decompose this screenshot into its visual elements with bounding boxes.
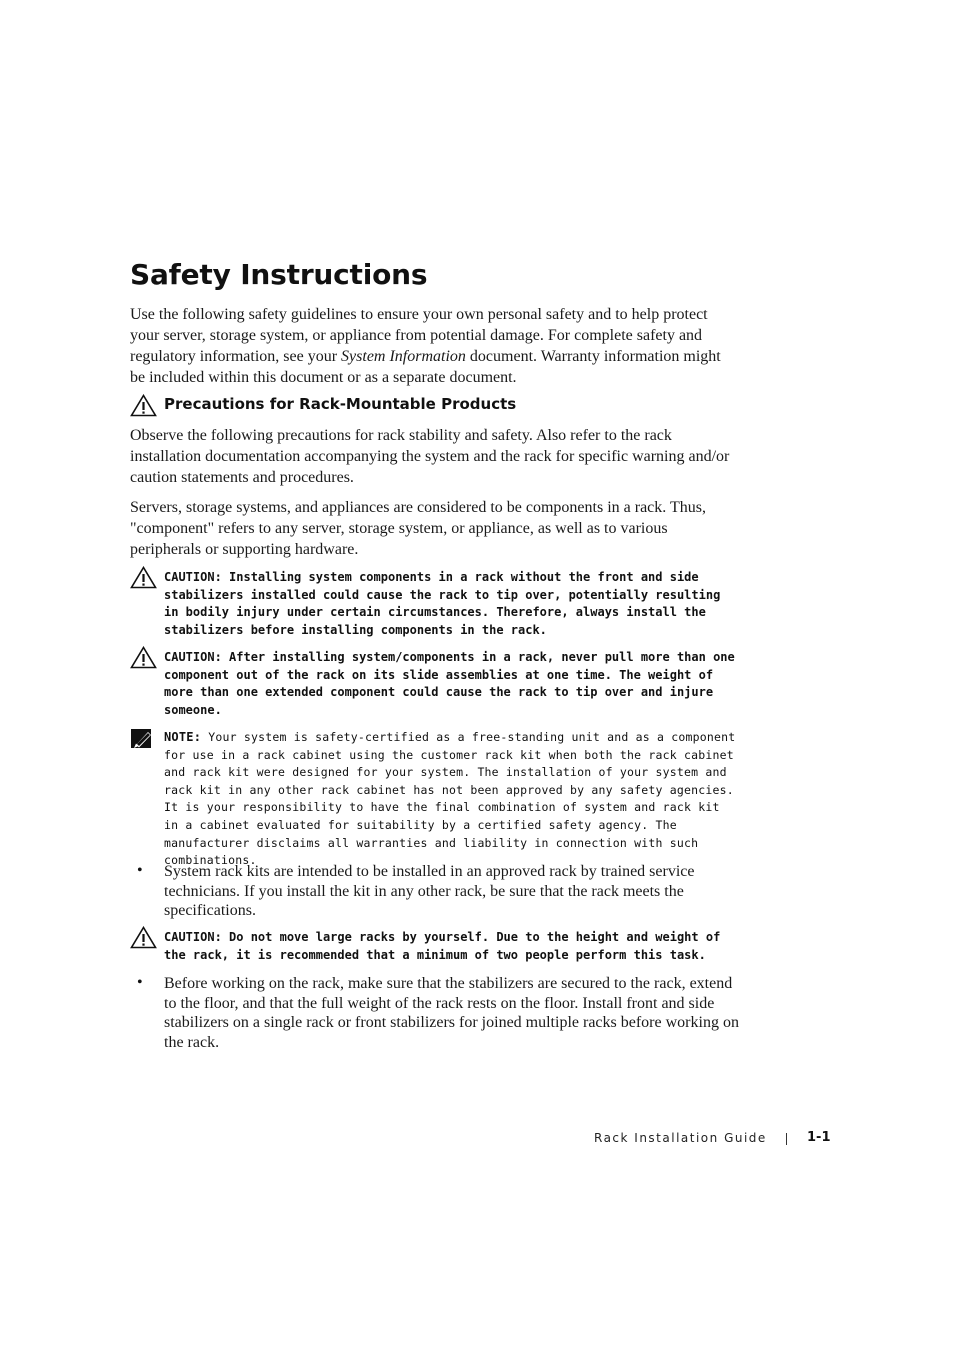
- footer-divider: [786, 1133, 787, 1145]
- components-paragraph: Servers, storage systems, and appliances are considered to be components in a rack. Thus, "component" refers to any server, storage system, or appliance, as well as to various peripherals or supporting hardware.: [130, 499, 706, 558]
- caution-triangle-icon: [130, 926, 157, 949]
- bullet-marker: •: [137, 974, 143, 991]
- section-heading: Precautions for Rack-Mountable Products: [164, 395, 517, 413]
- intro-text-after: document. Warranty information might be included within this document or as a separate document.: [130, 348, 721, 386]
- bullet-stabilizers: Before working on the rack, make sure that the stabilizers are secured to the rack, extend to the floor, and that the full weight of the rack rests on the floor. Install front and side stabilizers on a single rack or front stabilizers for joined multiple racks before working on the rack.: [164, 975, 739, 1051]
- note-certification: [164, 729, 739, 870]
- caution-triangle-icon: [130, 646, 157, 669]
- footer-guide-title: Rack Installation Guide: [594, 1131, 767, 1145]
- page-number: 1-1: [807, 1130, 831, 1145]
- note-label: NOTE:: [164, 730, 202, 744]
- note-text: Your system is safety-certified as a free-standing unit and as a component for use in a rack cabinet using the customer rack kit when both the rack cabinet and rack kit were designed for your system. The installation of your system and rack kit in any other rack cabinet has not been approved by any safety agencies. It is your responsibility to have the final combination of system and rack kit in a cabinet evaluated for suitability by a certified safety agency. The manufacturer disclaims all warranties and liability in connection with such combinations.: [164, 730, 736, 868]
- bullet-marker: •: [137, 862, 143, 879]
- page-title: Safety Instructions: [130, 258, 428, 291]
- caution-triangle-icon: [130, 394, 157, 417]
- intro-paragraph: [130, 304, 730, 388]
- bullet-rack-kits: System rack kits are intended to be installed in an approved rack by trained service technicians. If you install the kit in any other rack, be sure that the rack meets the specifications.: [164, 863, 695, 920]
- intro-italic-text: System Information: [341, 348, 466, 365]
- caution-moving-racks: CAUTION: Do not move large racks by yourself. Due to the height and weight of the rack, it is recommended that a minimum of two people perform this task.: [164, 930, 721, 962]
- precautions-paragraph: Observe the following precautions for rack stability and safety. Also refer to the rack installation documentation accompanying the system and the rack for specific warning and/or caution statements and procedures.: [130, 427, 730, 486]
- caution-triangle-icon: [130, 566, 157, 589]
- caution-extend-components: CAUTION: After installing system/components in a rack, never pull more than one component out of the rack on its slide assemblies at one time. The weight of more than one extended component could cause the rack to tip over and injure someone.: [164, 650, 735, 718]
- note-pencil-icon: [130, 728, 154, 750]
- intro-text-before: Use the following safety guidelines to ensure your own personal safety and to help protect your server, storage system, or appliance from potential damage. For complete safety and regulatory information, see your: [130, 306, 708, 365]
- caution-stabilizers: CAUTION: Installing system components in a rack without the front and side stabilizers installed could cause the rack to tip over, potentially resulting in bodily injury under certain circumstances. Therefore, always install the stabilizers before installing components in the rack.: [164, 570, 721, 638]
